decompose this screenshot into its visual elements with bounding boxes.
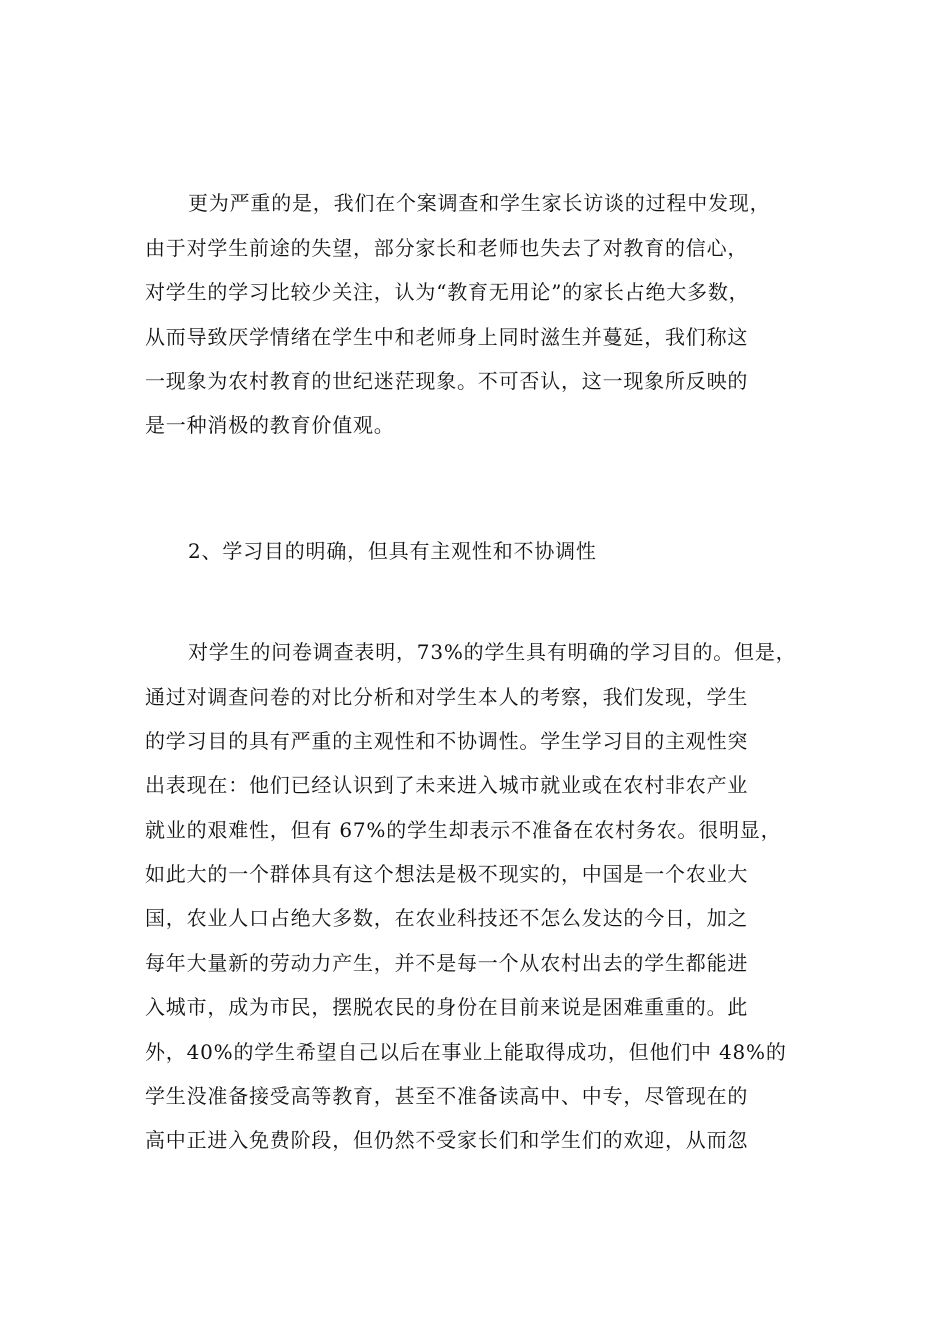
paragraph-2-line-5: 就业的艰难性，但有 67%的学生却表示不准备在农村务农。很明显，: [145, 818, 782, 842]
paragraph-2-line-11: 学生没准备接受高等教育，甚至不准备读高中、中专，尽管现在的: [145, 1084, 749, 1108]
paragraph-1-line-4: 从而导致厌学情绪在学生中和老师身上同时滋生并蔓延，我们称这: [145, 325, 749, 349]
paragraph-2-line-10: 外，40%的学生希望自己以后在事业上能取得成功，但他们中 48%的: [145, 1040, 787, 1064]
paragraph-2-line-3: 的学习目的具有严重的主观性和不协调性。学生学习目的主观性突: [145, 729, 749, 753]
paragraph-2-line-12: 高中正进入免费阶段，但仍然不受家长们和学生们的欢迎，从而忽: [145, 1128, 749, 1152]
paragraph-2-line-6: 如此大的一个群体具有这个想法是极不现实的，中国是一个农业大: [145, 862, 749, 886]
paragraph-1-line-3: 对学生的学习比较少关注，认为“教育无用论”的家长占绝大多数，: [145, 280, 750, 304]
paragraph-2-line-9: 入城市，成为市民，摆脱农民的身份在目前来说是困难重重的。此: [145, 995, 749, 1019]
paragraph-2-line-1: 对学生的问卷调查表明，73%的学生具有明确的学习目的。但是，: [188, 640, 797, 664]
paragraph-2-line-7: 国，农业人口占绝大多数，在农业科技还不怎么发达的今日，加之: [145, 906, 749, 930]
paragraph-1-line-5: 一现象为农村教育的世纪迷茫现象。不可否认，这一现象所反映的: [145, 369, 749, 393]
section-heading: 2、学习目的明确，但具有主观性和不协调性: [188, 539, 597, 563]
paragraph-2-line-8: 每年大量新的劳动力产生，并不是每一个从农村出去的学生都能进: [145, 951, 749, 975]
paragraph-2-line-4: 出表现在：他们已经认识到了未来进入城市就业或在农村非农产业: [145, 773, 749, 797]
paragraph-1-line-1: 更为严重的是，我们在个案调查和学生家长访谈的过程中发现，: [188, 191, 771, 215]
paragraph-2-line-2: 通过对调查问卷的对比分析和对学生本人的考察，我们发现，学生: [145, 685, 749, 709]
paragraph-1-line-2: 由于对学生前途的失望，部分家长和老师也失去了对教育的信心，: [145, 236, 749, 260]
paragraph-1-line-6: 是一种消极的教育价值观。: [145, 413, 395, 437]
